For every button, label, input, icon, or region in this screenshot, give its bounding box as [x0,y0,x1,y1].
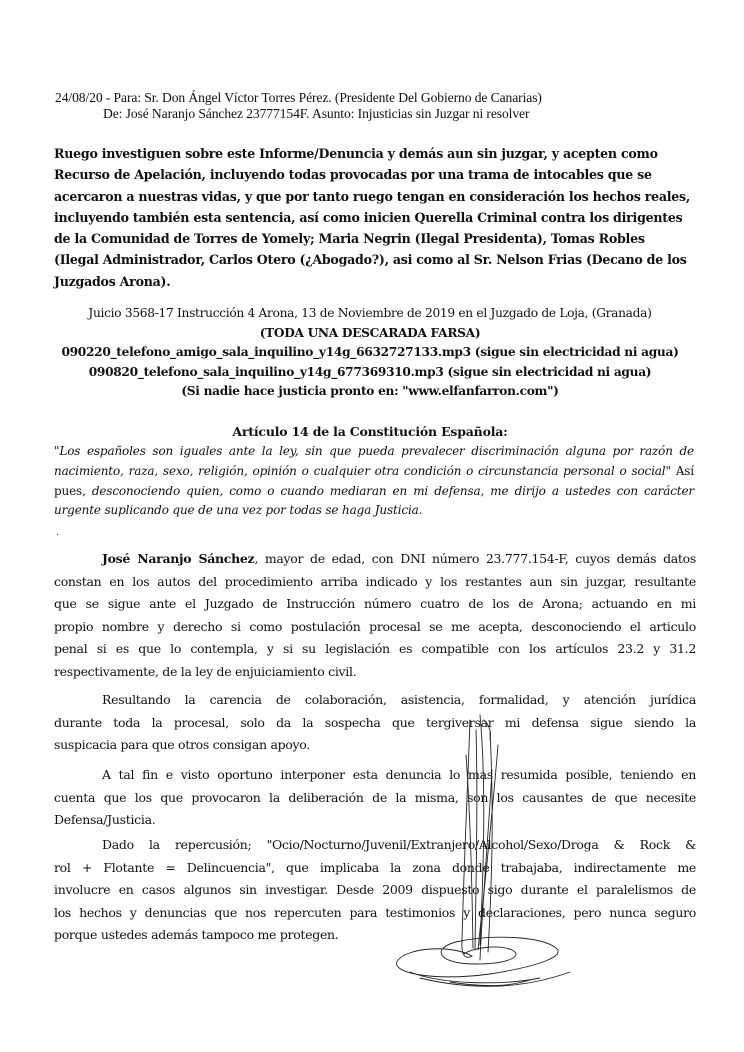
paragraph-line: rol + Flotante = Delincuencia", que implicaba la zona donde trabajaba, indirectamente me [54,859,696,875]
paragraph-line: los hechos y denuncias que nos repercuten para testimonios y declaraciones, pero nunca seguro [54,904,696,920]
paragraph-line: respectivamente, de la ley de enjuiciamiento civil. [54,663,357,679]
intro-line: Recurso de Apelación, incluyendo todas provocadas por una trama de intocables que se [54,167,652,183]
farsa-note: (TODA UNA DESCARADA FARSA) [259,325,481,340]
paragraph-line: A tal fin e visto oportuno interponer esta denuncia lo mas resumida posible, teniendo en [102,767,696,782]
paragraph-line [54,548,696,571]
intro-line: incluyendo también esta sentencia, así como inicien Querella Criminal contra los dirigentes [54,209,683,225]
paragraph-line: constan en los autos del procedimiento arriba indicado y los restantes aun sin juzgar, resultante [54,573,696,589]
header-recipient-line: 24/08/20 - Para: Sr. Don Ángel Víctor Torres Pérez. (Presidente Del Gobierno de Canarias) [55,90,542,105]
paragraph-line: durante toda la procesal, solo da la sospecha que tergiversar mi defensa sigue siendo la [54,714,696,730]
case-block [40,304,700,402]
case-reference: Juicio 3568-17 Instrucción 4 Arona, 13 de Noviembre de 2019 en el Juzgado de Loja, (Granada) [88,306,652,320]
intro-line: acercaron a nuestras vidas, y que por tanto ruego tengan en consideración los hechos reales, [54,188,691,204]
audio-file-2: 090820_telefono_sala_inquilino_y14g_677369310.mp3 (sigue sin electricidad ni agua) [88,364,652,379]
paragraph-line: involucre en casos algunos sin investigar. Desde 2009 dispuesto sigo durante el paralelismos de [54,882,696,898]
paragraph-line: propio nombre y derecho si como postulación procesal se me acepta, desconociendo el articulo [54,618,696,634]
intro-line: Juzgados Arona). [54,273,171,289]
quote-text: desconociendo quien, como o cuando mediaran en mi defensa, me dirijo a ustedes con carácter [91,483,694,498]
quote-tail: Así [670,463,694,478]
audio-file-1: 090220_telefono_amigo_sala_inquilino_y14g_6632727133.mp3 (sigue sin electricidad ni agua) [61,345,679,360]
quote-line [54,462,694,482]
author-name: José Naranjo Sánchez [102,551,255,566]
paragraph-line: Defensa/Justicia. [54,812,156,828]
website-note: (Si nadie hace justicia pronto en: "www.elfanfarron.com") [181,384,559,399]
paragraph-line: Dado la repercusión; "Ocio/Nocturno/Juvenil/Extranjero/Alcohol/Sexo/Droga & Rock & [102,837,696,852]
article-quote [54,442,694,521]
article-title: Artículo 14 de la Constitución Española: [232,424,508,439]
intro-line: de la Comunidad de Torres de Yomely; Maria Negrin (Ilegal Presidenta), Tomas Robles [54,231,645,247]
quote-line [54,482,694,502]
paragraph-line: penal si es que lo contempla, y si su legislación es compatible con los artículos 23.2 y 31.2 [54,641,696,657]
paragraph-resultando [54,689,696,757]
paragraph-text: , mayor de edad, con DNI número 23.777.154-F, cuyos demás datos [254,551,696,566]
paragraph-line: suspicacia para que otros consigan apoyo. [54,737,310,753]
header-sender-line: De: José Naranjo Sánchez 23777154F. Asunto: Injusticias sin Juzgar ni resolver [103,106,530,121]
paragraph-line: Resultando la carencia de colaboración, asistencia, formalidad, y atención jurídica [102,692,696,707]
quote-text: nacimiento, raza, sexo, religión, opinión o cualquier otra condición o circunstancia personal o social" [54,463,671,478]
intro-line: (Ilegal Administrador, Carlos Otero (¿Abogado?), asi como al Sr. Nelson Frias (Decano de los [54,252,687,268]
intro-line: Ruego investiguen sobre este Informe/Denuncia y demás aun sin juzgar, y acepten como [54,146,658,161]
paragraph-line: que se sigue ante el Juzgado de Instrucción número cuatro de los de Arona; actuando en mi [54,596,696,612]
paragraph-repercusion [54,834,696,947]
stray-dot: . [56,527,60,538]
intro-request-paragraph [54,143,694,292]
quote-lead: pues, [54,483,92,498]
paragraph-identity [54,548,696,684]
paragraph-line: cuenta que los que provocaron la deliberación de la misma, son los causantes de que necesite [54,789,696,805]
quote-line: "Los españoles son iguales ante la ley, sin que pueda prevalecer discriminación alguna por razón de [54,444,694,458]
quote-line: urgente suplicando que de una vez por todas se haga Justicia. [54,503,423,518]
paragraph-a-tal-fin [54,764,696,832]
paragraph-line: porque ustedes además tampoco me protegen. [54,927,339,943]
